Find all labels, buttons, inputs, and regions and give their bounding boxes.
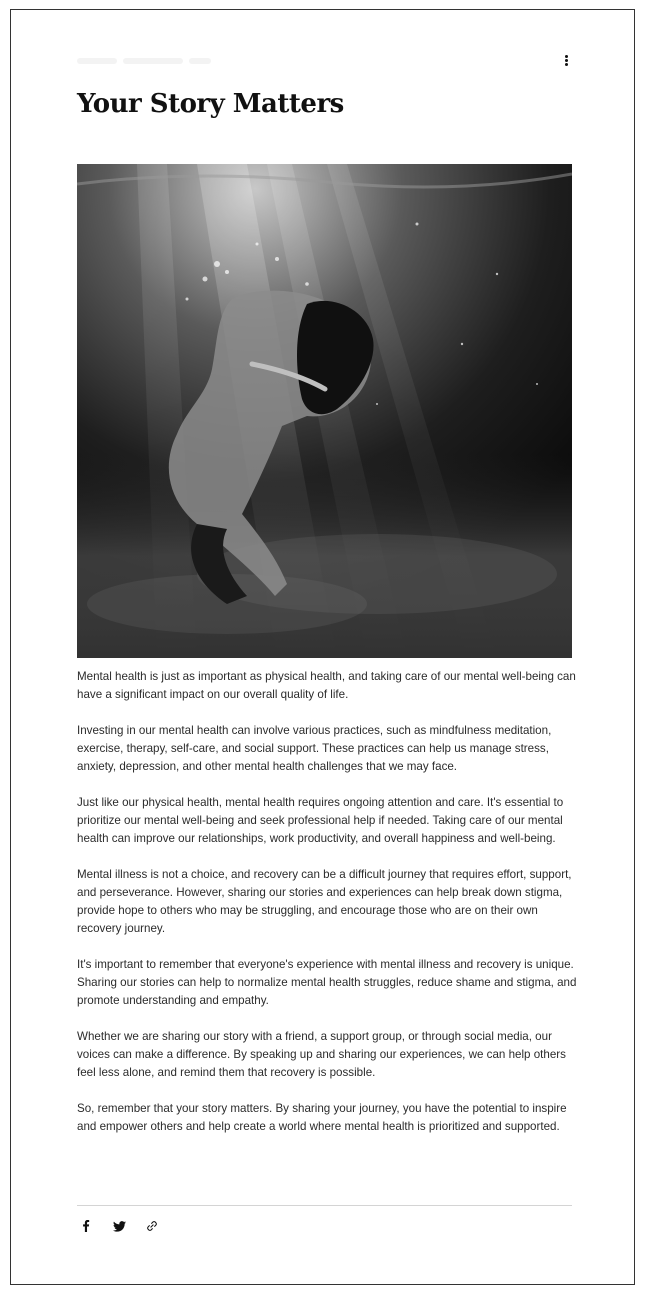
paragraph: Whether we are sharing our story with a friend, a support group, or through social media, our voices can make a difference. By speaking up and sharing our experiences, we can help others feel less alone, and remind them that recovery is possible. <box>77 1030 566 1079</box>
link-icon <box>146 1220 158 1232</box>
post-title: Your Story Matters <box>77 89 344 119</box>
copy-link-button[interactable] <box>143 1217 161 1235</box>
post-body <box>77 668 577 1154</box>
blog-post-card <box>10 9 635 1285</box>
paragraph: Mental health is just as important as physical health, and taking care of our mental well-being can have a significant impact on our overall quality of life. <box>77 670 576 701</box>
paragraph: It's important to remember that everyone's experience with mental illness and recovery is unique. Sharing our stories can help to normalize mental health struggles, reduce shame and stigma, and promote understanding and empathy. <box>77 958 577 1007</box>
paragraph: Mental illness is not a choice, and recovery can be a difficult journey that requires effort, support, and perseverance. However, sharing our stories and experiences can help break down stigma, provide hope to others who may be struggling, and encourage those who are on their own recovery journey. <box>77 868 572 935</box>
twitter-share-button[interactable] <box>110 1217 128 1235</box>
more-vertical-icon <box>565 54 568 67</box>
facebook-share-button[interactable] <box>77 1217 95 1235</box>
twitter-icon <box>113 1221 126 1232</box>
facebook-icon <box>82 1220 90 1232</box>
more-actions-button[interactable] <box>554 48 578 72</box>
paragraph: Investing in our mental health can involve various practices, such as mindfulness meditation, exercise, therapy, self-care, and social support. These practices can help us manage stress, anxiety, depression, and other mental health challenges that we may face. <box>77 724 552 773</box>
hero-image <box>77 164 572 658</box>
share-bar <box>77 1217 176 1235</box>
paragraph: So, remember that your story matters. By sharing your journey, you have the potential to inspire and empower others and help create a world where mental health is prioritized and supported. <box>77 1102 567 1133</box>
paragraph: Just like our physical health, mental health requires ongoing attention and care. It's essential to prioritize our mental well-being and seek professional help if needed. Taking care of our mental health can improve our relationships, work productivity, and overall happiness and well-being. <box>77 796 564 845</box>
post-meta-placeholder <box>77 52 217 64</box>
divider <box>77 1205 572 1206</box>
